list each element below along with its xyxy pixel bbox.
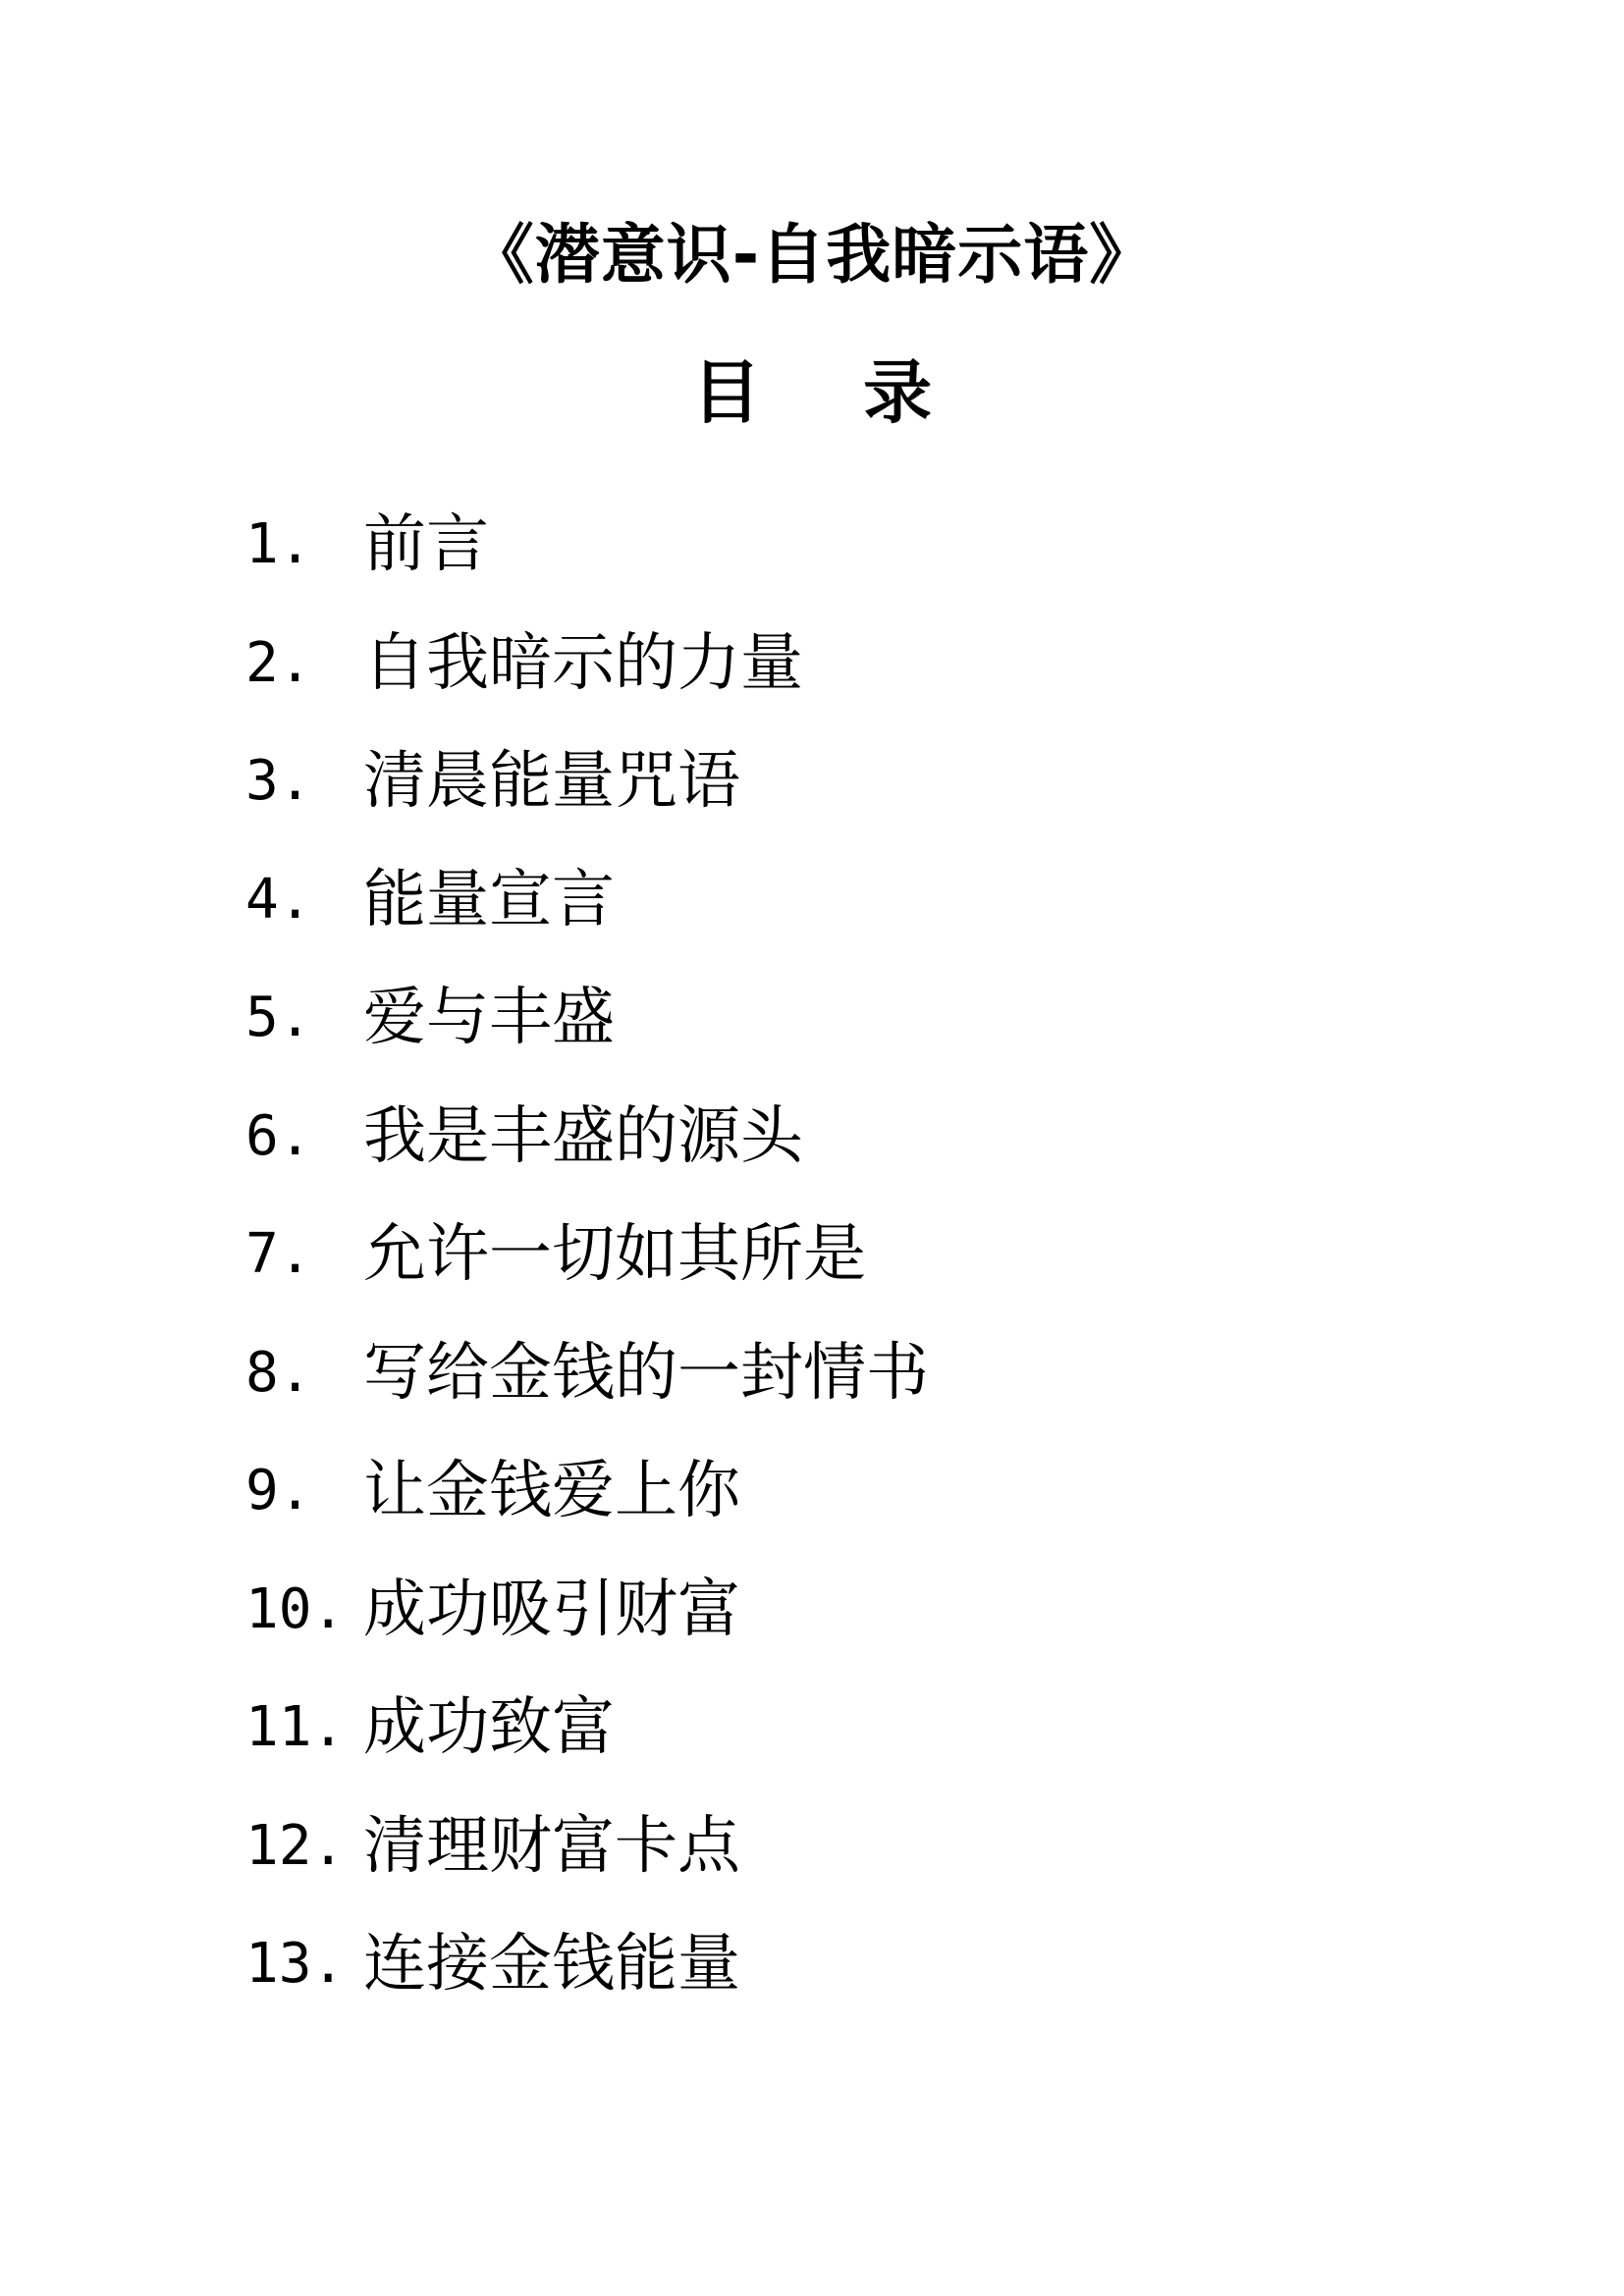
toc-item-number: 1. <box>245 512 312 577</box>
toc-item <box>245 1314 1424 1433</box>
toc-item-number: 5. <box>245 986 312 1050</box>
toc-item-number: 6. <box>245 1103 312 1168</box>
toc-item <box>245 1078 1424 1197</box>
toc-item-label: 清晨能量咒语 <box>363 745 740 819</box>
toc-item <box>245 1196 1424 1314</box>
toc-item-label: 我是丰盛的源头 <box>363 1099 803 1173</box>
toc-item-number: 3. <box>245 749 312 814</box>
toc-item <box>245 1788 1424 1906</box>
toc-item <box>245 1432 1424 1551</box>
toc-item-label: 前言 <box>363 508 489 582</box>
toc-item-label: 连接金钱能量 <box>363 1928 740 2002</box>
toc-item <box>245 1551 1424 1670</box>
toc-item-number: 11. <box>245 1695 346 1760</box>
toc-item-number: 8. <box>245 1340 312 1405</box>
toc-item <box>245 1669 1424 1788</box>
toc-item <box>245 486 1424 605</box>
toc-item-label: 写给金钱的一封情书 <box>363 1336 929 1410</box>
toc-item-number: 2. <box>245 630 312 695</box>
toc-item <box>245 1905 1424 2024</box>
toc-item-label: 成功吸引财富 <box>363 1573 740 1646</box>
toc-item <box>245 959 1424 1078</box>
toc-item <box>245 841 1424 960</box>
toc-item <box>245 722 1424 841</box>
toc-item-label: 能量宣言 <box>363 863 615 936</box>
toc-item-label: 清理财富卡点 <box>363 1809 740 1883</box>
toc-heading: 目 录 <box>691 352 972 433</box>
document-title: 《潜意识-自我暗示语》 <box>468 217 1156 293</box>
toc-item-label: 爱与丰盛 <box>363 982 615 1055</box>
toc-item-number: 13. <box>245 1932 346 1997</box>
toc-item-number: 10. <box>245 1576 346 1641</box>
toc-item-number: 4. <box>245 867 312 932</box>
toc-item <box>245 605 1424 723</box>
toc-item-number: 9. <box>245 1459 312 1523</box>
toc-item-label: 让金钱爱上你 <box>363 1455 740 1528</box>
toc-item-number: 7. <box>245 1222 312 1287</box>
toc-item-label: 自我暗示的力量 <box>363 626 803 700</box>
toc-item-number: 12. <box>245 1813 346 1878</box>
toc-item-label: 成功致富 <box>363 1691 615 1765</box>
table-of-contents <box>245 486 1424 2024</box>
toc-item-label: 允许一切如其所是 <box>363 1218 866 1292</box>
